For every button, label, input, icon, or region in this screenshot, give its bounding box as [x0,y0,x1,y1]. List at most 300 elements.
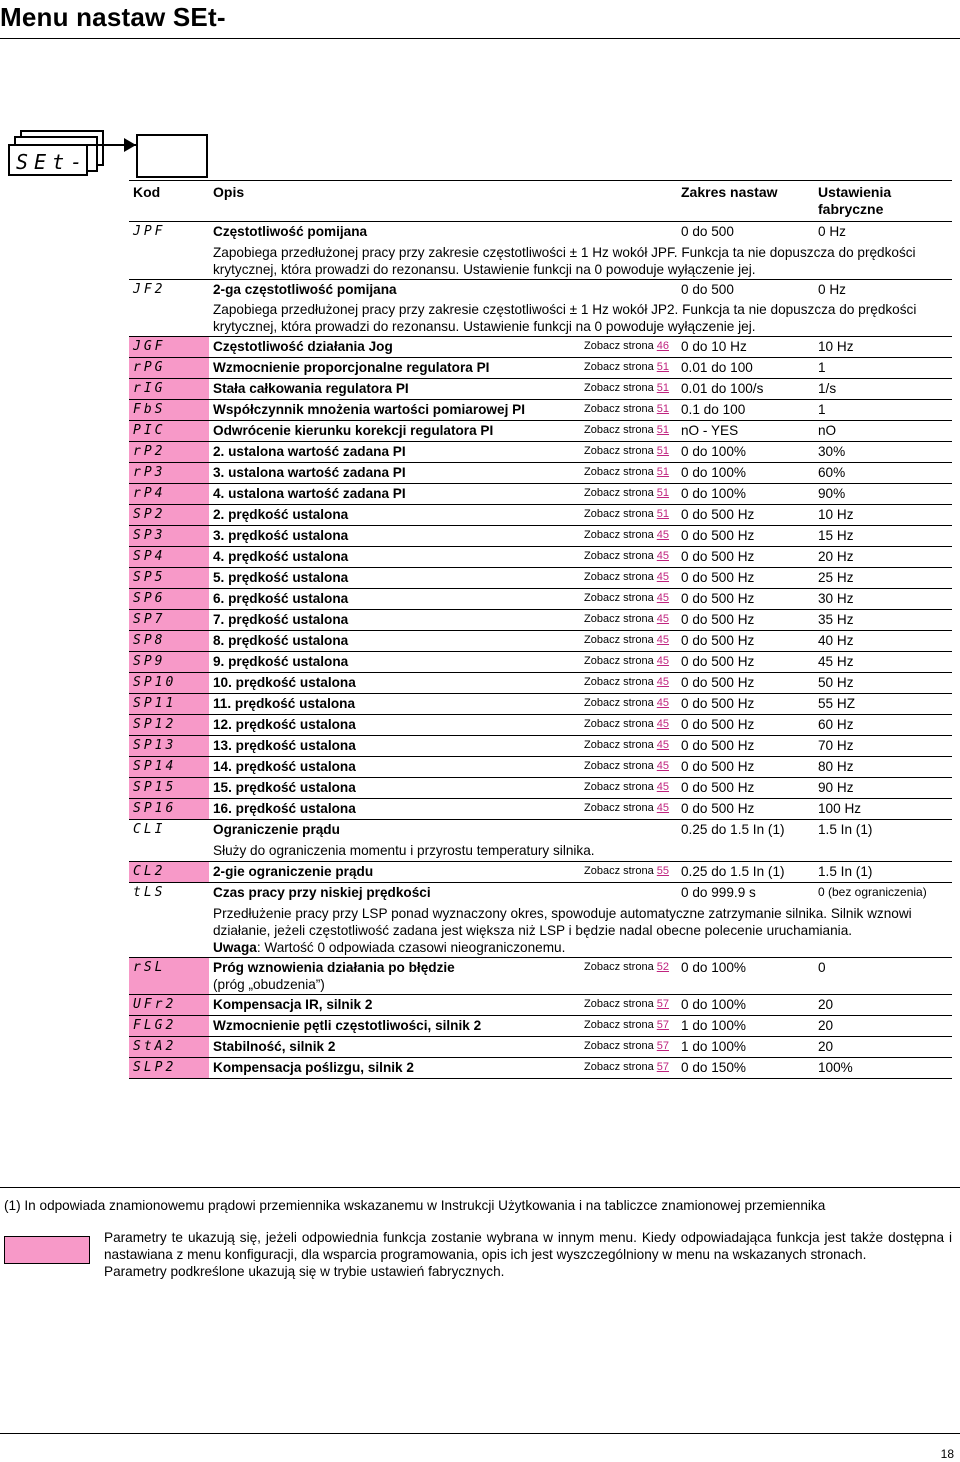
table-row [129,526,952,547]
param-name-text: 15. prędkość ustalona [213,780,356,795]
see-page-label: Zobacz strona [584,676,657,688]
see-page-link[interactable]: 51 [656,361,670,373]
table-row [129,505,952,526]
param-code: SP4 [129,547,209,568]
param-factory: 60 Hz [814,715,952,736]
param-factory: 1 [814,358,952,379]
see-page-link[interactable]: 45 [656,760,670,772]
param-code: UFr2 [129,994,209,1015]
table-row [129,778,952,799]
table-row [129,652,952,673]
param-name-text: 12. prędkość ustalona [213,717,356,732]
param-name-text: Stała całkowania regulatora PI [213,381,409,396]
see-page-label: Zobacz strona [584,760,657,772]
see-page-link[interactable]: 45 [656,718,670,730]
see-page-ref [580,715,677,736]
see-page-link[interactable]: 51 [656,403,670,415]
see-page-link[interactable]: 45 [656,529,670,541]
footnote: (1) In odpowiada znamionowemu prądowi przemiennika wskazanemu w Instrukcji Użytkowania i na tabliczce znamionowej przemiennika [4,1198,826,1213]
param-range: 0 do 500 [681,281,734,297]
table-row [129,222,952,243]
top-rule [0,38,960,39]
param-code: StA2 [129,1036,209,1057]
parameters-table [129,180,952,1079]
param-name [209,379,580,400]
param-name [209,421,580,442]
param-factory: 40 Hz [814,631,952,652]
param-factory: 1.5 In (1) [814,862,952,883]
note-text: : Wartość 0 odpowiada czasowi nieograniczonemu. [256,939,566,955]
header-range: Zakres nastaw [677,181,814,222]
param-name [209,631,580,652]
table-header-row [129,181,952,222]
param-range: 0.1 do 100 [677,400,814,421]
param-code: PIC [129,421,209,442]
see-page-link[interactable]: 46 [656,340,670,352]
see-page-label: Zobacz strona [584,997,657,1010]
param-name [209,862,580,883]
param-name [209,505,580,526]
param-name-text: 5. prędkość ustalona [213,570,349,585]
param-code: SP13 [129,736,209,757]
param-name [209,279,677,300]
param-range: 0 do 500 Hz [677,526,814,547]
param-range: 0 do 100% [677,484,814,505]
see-page-link[interactable]: 51 [656,424,670,436]
see-page-link[interactable]: 51 [656,487,670,499]
param-factory: 35 Hz [814,610,952,631]
param-range: 0.01 do 100 [677,358,814,379]
param-name [209,994,580,1015]
param-name [209,1057,580,1078]
param-name [209,820,677,841]
see-page-link[interactable]: 57 [656,1018,670,1031]
param-range: 0 do 100% [677,442,814,463]
table-body [129,222,952,1079]
param-range: 0 do 500 Hz [677,778,814,799]
param-range: 0 do 500 Hz [677,589,814,610]
see-page-label: Zobacz strona [584,1060,657,1073]
see-page-ref [580,994,677,1015]
param-description-text: Zapobiega przedłużonej pracy przy zakresie częstotliwości ± 1 Hz wokół JP2. Funkcja ta nie dopuszcza do prędkości krytycznej, która prowadzi do rezonansu. Ustawienie funkcji na 0 powoduje wyłączenie jej. [213,302,917,334]
param-code: SP16 [129,799,209,820]
see-page-link[interactable]: 57 [656,997,670,1010]
param-range: 0 do 500 Hz [677,505,814,526]
param-name-text: Częstotliwość działania Jog [213,339,393,354]
param-name-text: 4. prędkość ustalona [213,549,349,564]
param-code: rP2 [129,442,209,463]
see-page-ref [580,358,677,379]
arrow-right-icon [124,138,136,152]
table-row [129,547,952,568]
param-name [209,547,580,568]
table-row [129,883,952,904]
param-factory: 20 [814,1015,952,1036]
param-code: SP7 [129,610,209,631]
see-page-ref [580,1036,677,1057]
param-name [209,652,580,673]
see-page-label: Zobacz strona [584,655,657,667]
see-page-label: Zobacz strona [584,466,657,478]
param-name-text: 2-ga częstotliwość pomijana [213,281,397,297]
table-row [129,610,952,631]
param-name [209,1015,580,1036]
param-code: SP12 [129,715,209,736]
param-factory: 20 [814,1036,952,1057]
menu-display-graphic [4,130,204,180]
see-page-label: Zobacz strona [584,445,657,457]
see-page-label: Zobacz strona [584,550,657,562]
table-row [129,631,952,652]
param-factory: 50 Hz [814,673,952,694]
see-page-label: Zobacz strona [584,340,657,352]
param-factory: 0 Hz [818,224,846,239]
see-page-label: Zobacz strona [584,592,657,604]
param-code: CL2 [129,862,209,883]
see-page-label: Zobacz strona [584,403,657,415]
table-row [129,957,952,994]
table-row [129,1057,952,1078]
param-code: SP15 [129,778,209,799]
param-description [209,841,952,862]
value-display-box [136,134,208,178]
see-page-link[interactable]: 51 [656,508,670,520]
param-factory: 25 Hz [814,568,952,589]
see-page-label: Zobacz strona [584,802,657,814]
header-code: Kod [129,181,209,222]
param-code: SP8 [129,631,209,652]
param-name [209,526,580,547]
legend-color-swatch [4,1236,90,1264]
see-page-label: Zobacz strona [584,1018,657,1031]
table-row [129,799,952,820]
param-factory: 90 Hz [814,778,952,799]
see-page-label: Zobacz strona [584,739,657,751]
legend-text [104,1229,952,1280]
param-name [209,589,580,610]
table-row [129,484,952,505]
table-row-description [129,300,952,337]
param-code: rSL [129,957,209,994]
param-range: 1 do 100% [677,1036,814,1057]
param-name [209,400,580,421]
see-page-link[interactable]: 52 [656,960,670,973]
param-name-note: (próg „obudzenia”) [213,976,325,992]
see-page-ref [580,547,677,568]
see-page-ref [580,379,677,400]
param-range: 0 do 500 Hz [677,568,814,589]
param-name [209,757,580,778]
param-range: 0 do 10 Hz [677,337,814,358]
see-page-ref [580,526,677,547]
see-page-ref [580,484,677,505]
param-name-text: 9. prędkość ustalona [213,654,349,669]
param-name-text: 10. prędkość ustalona [213,675,356,690]
param-name [209,463,580,484]
param-range: 0 do 500 Hz [677,757,814,778]
header-desc: Opis [209,181,677,222]
param-description [209,904,952,958]
see-page-label: Zobacz strona [584,1039,657,1052]
see-page-ref [580,1015,677,1036]
table-row-description [129,841,952,862]
see-page-ref [580,1057,677,1078]
param-range: 0 do 500 Hz [677,799,814,820]
param-range: 0 do 100% [677,463,814,484]
param-factory: 10 Hz [814,337,952,358]
see-page-link[interactable]: 51 [656,445,670,457]
see-page-label: Zobacz strona [584,960,657,973]
param-name-text: 7. prędkość ustalona [213,612,349,627]
param-factory: 0 Hz [818,281,846,297]
see-page-link[interactable]: 45 [656,697,670,709]
page-title: Menu nastaw SEt- [0,2,226,32]
menu-display-code: SEt- [8,144,88,176]
param-factory: 70 Hz [814,736,952,757]
param-name-text: 3. ustalona wartość zadana PI [213,465,406,480]
param-code: FLG2 [129,1015,209,1036]
param-code: SLP2 [129,1057,209,1078]
note-label: Uwaga [213,939,257,955]
table-row [129,1015,952,1036]
param-range: 0 do 500 Hz [677,547,814,568]
param-range: 0 do 500 Hz [677,736,814,757]
param-name [209,568,580,589]
param-factory: 100% [814,1057,952,1078]
param-name-text: Wzmocnienie proporcjonalne regulatora PI [213,360,490,375]
header-factory: Ustawienia fabryczne [814,181,952,222]
param-factory: 100 Hz [814,799,952,820]
table-row [129,358,952,379]
see-page-ref [580,631,677,652]
param-code: SP11 [129,694,209,715]
param-name-text: Stabilność, silnik 2 [213,1038,336,1054]
see-page-link[interactable]: 55 [656,865,670,877]
param-code: SP10 [129,673,209,694]
param-name [209,715,580,736]
param-name [209,442,580,463]
table-row [129,694,952,715]
param-name-text: 6. prędkość ustalona [213,591,349,606]
param-name-text: Współczynnik mnożenia wartości pomiarowej PI [213,402,525,417]
param-range: 0.01 do 100/s [677,379,814,400]
param-name-text: 2. ustalona wartość zadana PI [213,444,406,459]
see-page-link[interactable]: 51 [656,382,670,394]
see-page-ref [580,421,677,442]
param-factory: 10 Hz [814,505,952,526]
param-name [209,957,580,994]
param-name-text: Częstotliwość pomijana [213,224,368,239]
see-page-ref [580,463,677,484]
table-row-description [129,904,952,958]
param-name-text: Czas pracy przy niskiej prędkości [213,885,431,900]
see-page-ref [580,337,677,358]
param-description-text: Przedłużenie pracy przy LSP ponad wyznaczony okres, spowoduje automatyczne zatrzymanie silnika. Silnik wznowi działanie, jeżeli częstotliwość zadana jest większa niż LSP i będzie nadal obecne polecenie uruchamiania. [213,905,912,938]
table-row [129,994,952,1015]
table-row [129,379,952,400]
param-range: 1 do 100% [677,1015,814,1036]
table-row [129,757,952,778]
see-page-link[interactable]: 45 [656,550,670,562]
param-factory: 1/s [814,379,952,400]
see-page-ref [580,400,677,421]
see-page-link[interactable]: 51 [656,466,670,478]
param-code: JF2 [129,279,209,337]
see-page-label: Zobacz strona [584,718,657,730]
param-name [209,799,580,820]
param-factory: 55 HZ [814,694,952,715]
param-factory: 15 Hz [814,526,952,547]
param-code: tLS [129,883,209,958]
param-name-text: 14. prędkość ustalona [213,759,356,774]
table-row [129,673,952,694]
see-page-ref [580,757,677,778]
param-code: SP5 [129,568,209,589]
see-page-ref [580,957,677,994]
param-name [209,883,677,904]
param-range: 0.25 do 1.5 In (1) [677,862,814,883]
see-page-link[interactable]: 45 [656,634,670,646]
legend-paragraph-2: Parametry podkreślone ukazują się w trybie ustawień fabrycznych. [104,1264,505,1279]
table-row [129,862,952,883]
param-factory: 1.5 In (1) [818,822,873,837]
see-page-link[interactable]: 45 [656,613,670,625]
param-code: CLI [129,820,209,862]
param-code: rP4 [129,484,209,505]
table-row [129,442,952,463]
table-row-description [129,243,952,280]
see-page-ref [580,610,677,631]
param-range: 0 do 150% [677,1057,814,1078]
param-name [209,610,580,631]
param-factory: nO [814,421,952,442]
param-name-text: 8. prędkość ustalona [213,633,349,648]
see-page-label: Zobacz strona [584,487,657,499]
param-name-text: Kompensacja poślizgu, silnik 2 [213,1059,414,1075]
see-page-link[interactable]: 57 [656,1060,670,1073]
param-range: 0 do 500 Hz [677,652,814,673]
param-name [209,337,580,358]
see-page-ref [580,673,677,694]
see-page-link[interactable]: 45 [656,655,670,667]
param-description-text: Zapobiega przedłużonej pracy przy zakresie częstotliwości ± 1 Hz wokół JPF. Funkcja ta nie dopuszcza do prędkości krytycznej, która prowadzi do rezonansu. Ustawienie funkcji na 0 powoduje wyłączenie jej. [213,244,916,277]
table-row [129,337,952,358]
see-page-label: Zobacz strona [584,781,657,793]
param-range: 0 do 500 Hz [677,610,814,631]
param-factory: 80 Hz [814,757,952,778]
param-name [209,1036,580,1057]
param-code: rPG [129,358,209,379]
see-page-label: Zobacz strona [584,529,657,541]
see-page-ref [580,442,677,463]
see-page-link[interactable]: 45 [656,781,670,793]
param-name-text: Wzmocnienie pętli częstotliwości, silnik 2 [213,1017,482,1033]
param-range: 0.25 do 1.5 In (1) [681,822,785,837]
param-range: 0 do 500 Hz [677,631,814,652]
param-name [209,222,677,243]
table-row [129,279,952,300]
see-page-label: Zobacz strona [584,361,657,373]
see-page-link[interactable]: 45 [656,739,670,751]
param-factory: 30% [814,442,952,463]
param-code: SP6 [129,589,209,610]
see-page-label: Zobacz strona [584,424,657,436]
param-name-text: 3. prędkość ustalona [213,528,349,543]
see-page-label: Zobacz strona [584,382,657,394]
table-row [129,736,952,757]
param-name-text: 11. prędkość ustalona [213,696,356,711]
table-row [129,421,952,442]
see-page-ref [580,778,677,799]
param-factory: 45 Hz [814,652,952,673]
param-range: nO - YES [677,421,814,442]
param-name-text: Ograniczenie prądu [213,822,340,837]
param-code: SP14 [129,757,209,778]
param-code: SP3 [129,526,209,547]
legend-paragraph-1: Parametry te ukazują się, jeżeli odpowiednia funkcja zostanie wybrana w innym menu. Kiedy odpowiadająca funkcja jest także dostępna i nastawiana z menu konfiguracji, dla wsparcia programowania, opis ich jest wyszczególniony w menu na wskazanych stronach. [104,1230,952,1262]
param-name-text: 2. prędkość ustalona [213,507,349,522]
see-page-label: Zobacz strona [584,697,657,709]
param-code: rIG [129,379,209,400]
param-name [209,484,580,505]
param-code: SP9 [129,652,209,673]
param-name [209,736,580,757]
param-factory: 30 Hz [814,589,952,610]
footnote-rule [0,1187,960,1188]
table-row [129,1036,952,1057]
param-name [209,673,580,694]
param-factory: 60% [814,463,952,484]
param-code: JGF [129,337,209,358]
param-factory: 1 [814,400,952,421]
see-page-link[interactable]: 45 [656,802,670,814]
param-factory: 0 (bez ograniczenia) [818,885,927,899]
see-page-ref [580,736,677,757]
see-page-label: Zobacz strona [584,865,657,877]
param-range: 0 do 500 Hz [677,694,814,715]
param-description [209,300,952,337]
param-factory: 90% [814,484,952,505]
see-page-ref [580,589,677,610]
see-page-ref [580,505,677,526]
see-page-label: Zobacz strona [584,613,657,625]
param-name-text: Odwrócenie kierunku korekcji regulatora PI [213,423,494,438]
table-row [129,400,952,421]
page-number: 18 [940,1447,954,1461]
param-name-text: 4. ustalona wartość zadana PI [213,486,406,501]
param-range: 0 do 500 [681,224,734,239]
see-page-link[interactable]: 57 [656,1039,670,1052]
table-row [129,589,952,610]
see-page-ref [580,652,677,673]
param-name-text: 13. prędkość ustalona [213,738,356,753]
see-page-link[interactable]: 45 [656,592,670,604]
param-name [209,694,580,715]
see-page-ref [580,799,677,820]
see-page-link[interactable]: 45 [656,676,670,688]
param-name-text: 16. prędkość ustalona [213,801,356,816]
table-row [129,715,952,736]
see-page-link[interactable]: 45 [656,571,670,583]
param-name [209,358,580,379]
table-row [129,568,952,589]
param-code: JPF [129,222,209,280]
param-range: 0 do 500 Hz [677,673,814,694]
param-name-text: Kompensacja IR, silnik 2 [213,996,373,1012]
param-name [209,778,580,799]
param-range: 0 do 100% [677,957,814,994]
table-row [129,820,952,841]
